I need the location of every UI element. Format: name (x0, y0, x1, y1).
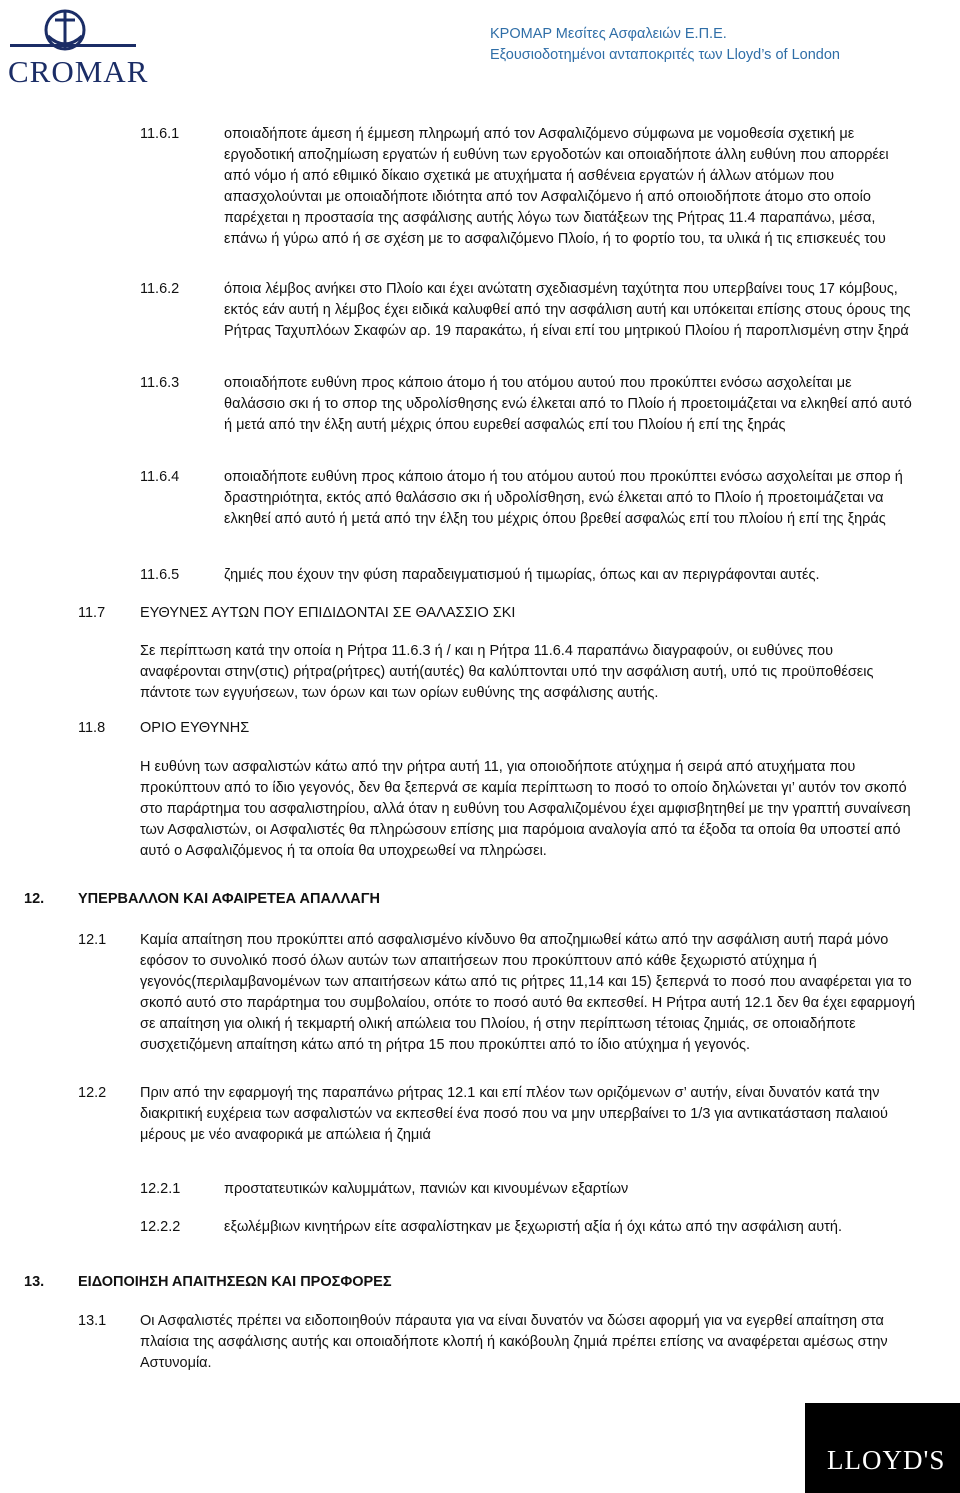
logo-wordmark: CROMAR (8, 54, 149, 89)
clause-number: 11.6.3 (140, 375, 180, 391)
clause-number: 11.7 (78, 605, 106, 621)
clause-text: Πριν από την εφαρμογή της παραπάνω ρήτρας 12.1 και επί πλέον των οριζόμενων σ’ αυτήν, είναι δυνατόν κατά την διακριτική ευχέρεια των ασφαλιστών να εκπεσθεί ένα ποσό που να μην υπερβαίνει το 1/3 για αντικατάσταση παλαιού μέρους με νέο αναφορικά με απώλεια ή ζημιά (140, 1085, 888, 1143)
clause-number: 12.2 (78, 1085, 107, 1101)
clause-text: προστατευτικών καλυμμάτων, πανιών και κινουμένων εξαρτίων (224, 1181, 629, 1197)
header-line-1: ΚΡΟΜΑΡ Μεσίτες Ασφαλειών Ε.Π.Ε. (490, 26, 727, 42)
clause-text: Σε περίπτωση κατά την οποία η Ρήτρα 11.6.3 ή / και η Ρήτρα 11.6.4 παραπάνω διαγραφούν, οι ευθύνες που αναφέρονται στην(στις) ρήτρα(ρήτρες) αυτή(αυτές) θα καλύπτονται υπό την ασφάλιση αυτή, υπό τις προϋποθέσεις πάντοτε των εγγυήσεων, των όρων και των ορίων ευθύνης της ασφάλισης αυτής. (140, 643, 874, 701)
clause-title: ΟΡΙΟ ΕΥΘΥΝΗΣ (140, 720, 250, 736)
section-title: ΥΠΕΡΒΑΛΛΟΝ ΚΑΙ ΑΦΑΙΡΕΤΕΑ ΑΠΑΛΛΑΓΗ (78, 891, 380, 907)
section-number: 12. (24, 891, 45, 907)
clause-number: 12.1 (78, 932, 107, 948)
clause-text: ζημιές που έχουν την φύση παραδειγματισμού ή τιμωρίας, όπως και αν περιγράφονται αυτές. (224, 567, 820, 583)
lloyds-wordmark: LLOYD'S (827, 1445, 946, 1475)
clause-text: οποιαδήποτε ευθύνη προς κάποιο άτομο ή του ατόμου αυτού που προκύπτει ενόσω ασχολείται με σπορ ή δραστηριότητα, εκτός από θαλάσσιο σκι ή υδρολίσθηση, ενώ έλκεται από το Πλοίο ή προετοιμάζεται να ελκηθεί από αυτό ή μετά από την έλξη του μέχρις όπου βρεθεί ασφαλώς επί του πλοίου ή επί της ξηράς (224, 469, 903, 527)
clause-text: οποιαδήποτε ευθύνη προς κάποιο άτομο ή του ατόμου αυτού που προκύπτει ενόσω ασχολείται με θαλάσσιο σκι ή το σπορ της υδρολίσθησης ενώ έλκεται από το Πλοίο ή προετοιμάζεται να ελκηθεί από αυτό ή μετά από την έλξη αυτή μέχρις όπου ευρεθεί ασφαλώς επί του Πλοίου ή επί της ξηράς (224, 375, 912, 433)
clause-text: οποιαδήποτε άμεση ή έμμεση πληρωμή από τον Ασφαλιζόμενο σύμφωνα με νομοθεσία σχετική με εργοδοτική αποζημίωση εργατών ή ευθύνη των εργοδοτών και οποιαδήποτε άλλη ευθύνη που απορρέει από νόμο ή από εθιμικό δίκαιο σχετικά με ατυχήματα ή ασθένεια εργατών ή άλλων ατόμων που απασχολούνται με οποιαδήποτε ιδιότητα από τον Ασφαλιζόμενο ή από οποιοδήποτε άτομο στο οποίο παρέχεται η προστασία της ασφάλισης αυτής λόγω των διατάξεων της Ρήτρας 11.4 παραπάνω, μέσα, επάνω ή γύρω από ή σε σχέση με το ασφαλιζόμενο Πλοίο, ή το φορτίο του, τα υλικά ή τις επισκευές του (224, 126, 889, 247)
company-header (490, 24, 840, 66)
clause-number: 11.6.1 (140, 126, 180, 142)
clause-text: όποια λέμβος ανήκει στο Πλοίο και έχει ανώτατη σχεδιασμένη ταχύτητα που υπερβαίνει τους 17 κόμβους, εκτός εάν αυτή η λέμβος έχει ειδικά καλυφθεί από την ασφάλιση αυτή και υπόκειται επίσης στους όρους της Ρήτρας Ταχυπλόων Σκαφών αρ. 19 παρακάτω, ή είναι επί του μητρικού Πλοίου ή παροπλισμένη στην ξηρά (224, 281, 911, 339)
clause-number: 12.2.1 (140, 1181, 181, 1197)
cromar-logo (8, 8, 149, 89)
clause-number: 11.8 (78, 720, 106, 736)
clause-number: 11.6.2 (140, 281, 180, 297)
clause-text: Οι Ασφαλιστές πρέπει να ειδοποιηθούν πάραυτα για να είναι δυνατόν να δώσει αφορμή για να εγερθεί απαίτηση στα πλαίσια της ασφάλισης αυτής και οποιαδήποτε κλοπή ή κακόβουλη ζημιά πρέπει επίσης να αναφέρεται αμέσως στην Αστυνομία. (140, 1313, 888, 1371)
clause-number: 11.6.4 (140, 469, 180, 485)
clause-text: Η ευθύνη των ασφαλιστών κάτω από την ρήτρα αυτή 11, για οποιοδήποτε ατύχημα ή σειρά από ατυχήματα που προκύπτουν από το ίδιο γεγονός, δεν θα ξεπερνά σε καμία περίπτωση το ποσό το οποίο δηλώνεται γι’ αυτόν τον σκοπό στο παράρτημα του ασφαλιστηρίου, αλλά όταν η ευθύνη του Ασφαλιζομένου έχει αμφισβητηθεί με την γραπτή συναίνεση των Ασφαλιστών, οι Ασφαλιστές θα πληρώσουν επίσης μια παρόμοια αναλογία από τα έξοδα τα οποία θα υποστεί από αυτό ο Ασφαλιζόμενος ή τα οποία θα υποχρεωθεί να πληρώσει. (140, 759, 911, 859)
clause-text: Καμία απαίτηση που προκύπτει από ασφαλισμένο κίνδυνο θα αποζημιωθεί κάτω από την ασφάλιση αυτή παρά μόνο εφόσον το συνολικό ποσό όλων αυτών των απαιτήσεων που προκύπτουν από κάθε ξεχωριστό ατύχημα ή γεγονός(περιλαμβανομένων των απαιτήσεων κάτω από τις ρήτρες 11,14 και 15) ξεπερνά το ποσό που αναφέρεται για το σκοπό αυτό στο παράρτημα του συμβολαίου, οπότε το ποσό αυτό θα εκπεσθεί. Η Ρήτρα αυτή 12.1 δεν θα έχει εφαρμογή σε απαίτηση για ολική ή τεκμαρτή ολική απώλεια του Πλοίου, ή στην περίπτωση τέτοιας ζημιάς, σε οποιαδήποτε συσχετιζόμενη απαίτηση κάτω από τη ρήτρα 15 που προκύπτει από το ίδιο ατύχημα ή γεγονός. (140, 932, 916, 1053)
clause-number: 13.1 (78, 1313, 107, 1329)
section-number: 13. (24, 1274, 45, 1290)
clause-text: εξωλέμβιων κινητήρων είτε ασφαλίστηκαν με ξεχωριστή αξία ή όχι κάτω από την ασφάλιση αυτή. (224, 1219, 842, 1235)
clause-number: 11.6.5 (140, 567, 180, 583)
section-title: ΕΙΔΟΠΟΙΗΣΗ ΑΠΑΙΤΗΣΕΩΝ ΚΑΙ ΠΡΟΣΦΟΡΕΣ (78, 1274, 392, 1290)
clause-number: 12.2.2 (140, 1219, 181, 1235)
clause-title: ΕΥΘΥΝΕΣ ΑΥΤΩΝ ΠΟΥ ΕΠΙΔΙΔΟΝΤΑΙ ΣΕ ΘΑΛΑΣΣΙΟ ΣΚΙ (140, 605, 516, 621)
anchor-emblem-icon (8, 8, 138, 58)
lloyds-logo (805, 1403, 960, 1493)
header-line-2: Εξουσιοδοτημένοι ανταποκριτές των Lloyd’s of London (490, 47, 840, 63)
